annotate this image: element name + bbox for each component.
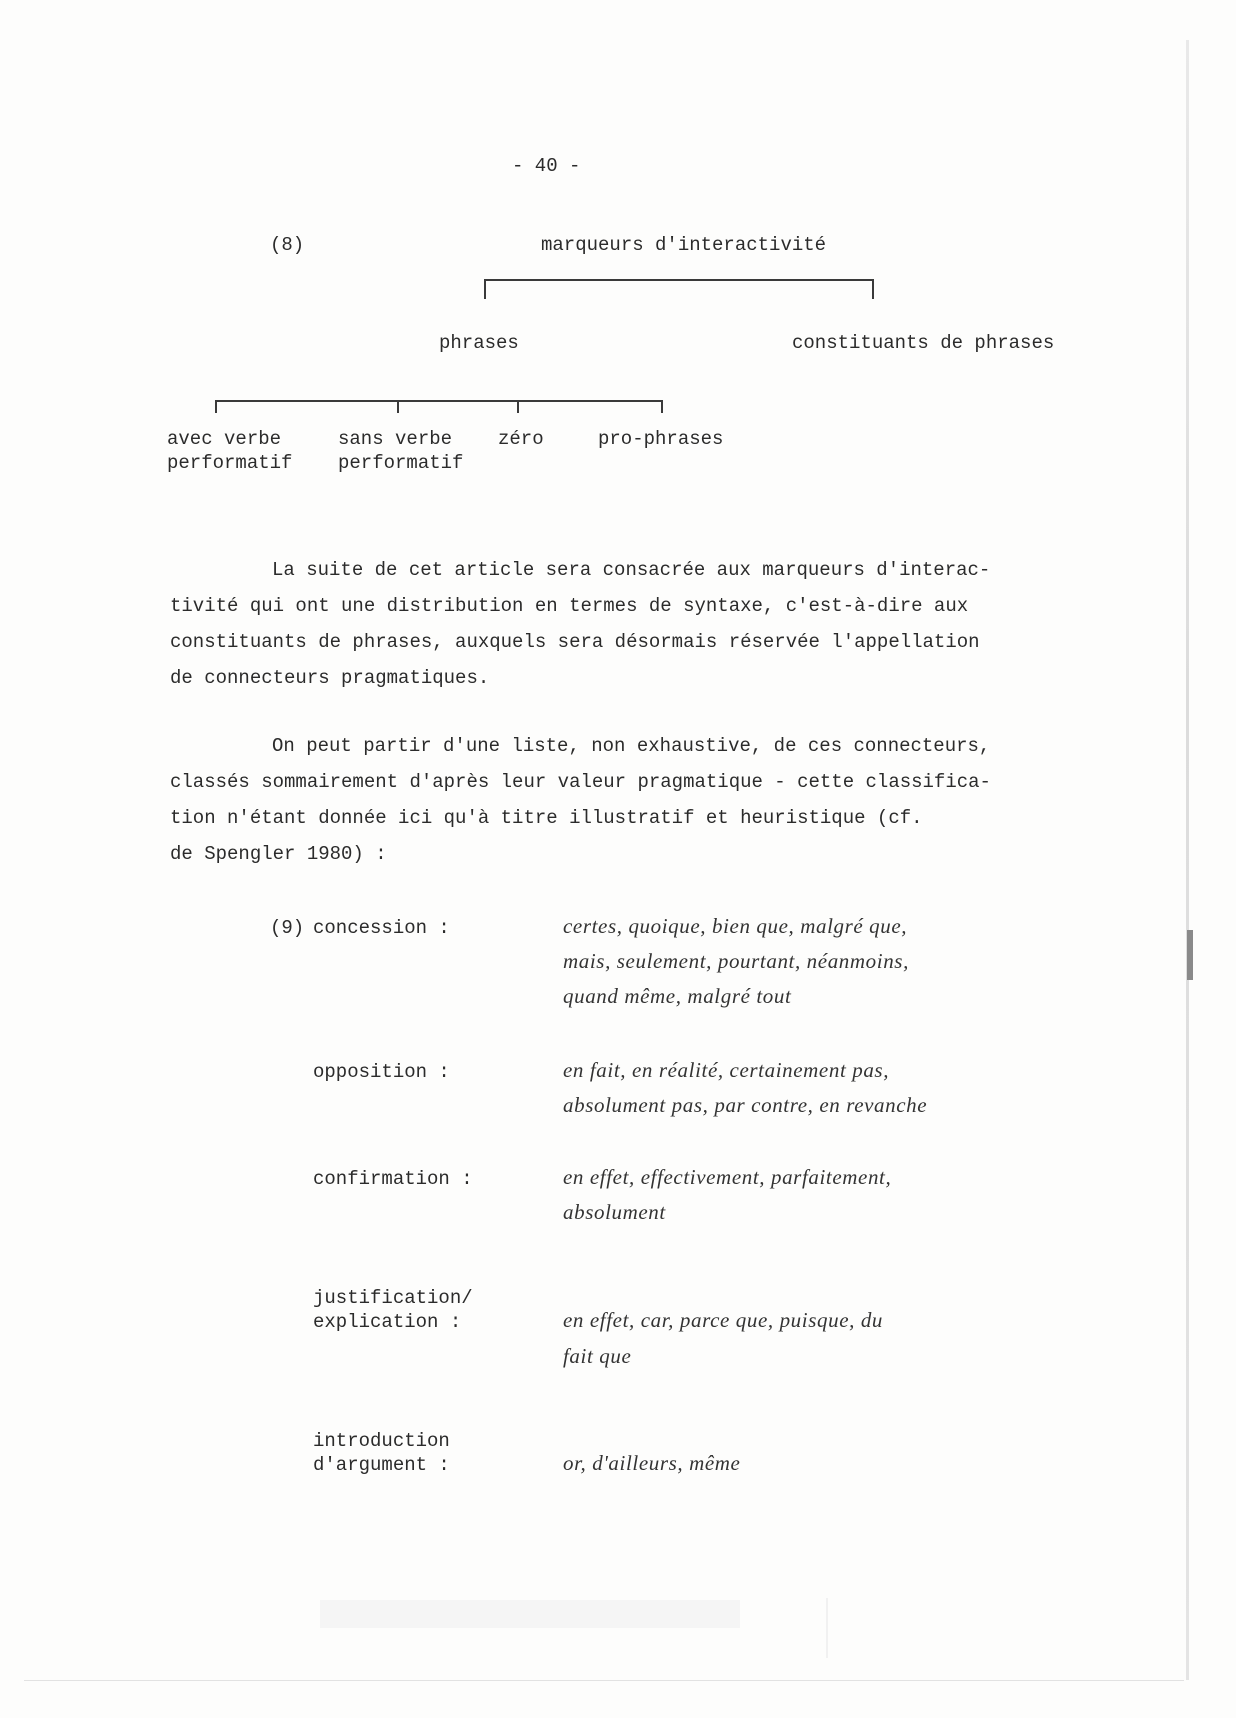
examples-line: certes, quoique, bien que, malgré que, — [563, 914, 908, 938]
leaf-avec-verbe-line2: performatif — [167, 452, 293, 474]
paragraph-line: constituants de phrases, auxquels sera désormais réservée l'appellation — [170, 631, 980, 653]
leaf-pro-phrases: pro-phrases — [598, 428, 724, 450]
sub-bracket-tick-2 — [397, 400, 399, 413]
leaf-sans-verbe-line2: performatif — [338, 452, 464, 474]
category-argument: d'argument : — [313, 1454, 450, 1476]
leaf-sans-verbe: sans verbe — [338, 428, 453, 450]
examples-line: en effet, effectivement, parfaitement, — [563, 1165, 892, 1189]
category-opposition: opposition : — [313, 1061, 450, 1083]
paragraph-1 — [170, 552, 1030, 696]
examples-line: en fait, en réalité, certainement pas, — [563, 1058, 890, 1082]
paragraph-line: de connecteurs pragmatiques. — [170, 667, 490, 689]
paragraph-line: On peut partir d'une liste, non exhaustive, de ces connecteurs, — [272, 735, 991, 757]
examples-line: quand même, malgré tout — [563, 984, 792, 1008]
leaf-zero: zéro — [498, 428, 544, 450]
examples-line: mais, seulement, pourtant, néanmoins, — [563, 949, 909, 973]
scan-edge — [1186, 40, 1189, 1680]
node-constituants: constituants de phrases — [792, 332, 1055, 354]
paragraph-line: tion n'étant donnée ici qu'à titre illustratif et heuristique (cf. — [170, 807, 923, 829]
diagram-label: (8) — [270, 234, 305, 256]
examples-line: absolument pas, par contre, en revanche — [563, 1093, 928, 1117]
faint-bleed-through — [320, 1600, 740, 1628]
category-justification: justification/ — [313, 1287, 473, 1309]
paragraph-line: tivité qui ont une distribution en termes de syntaxe, c'est-à-dire aux — [170, 595, 969, 617]
leaf-avec-verbe: avec verbe — [167, 428, 282, 450]
root-bracket-left-tick — [484, 279, 486, 299]
examples-line: en effet, car, parce que, puisque, du — [563, 1308, 884, 1332]
sub-bracket-tick-1 — [215, 400, 217, 413]
sub-bracket-tick-3 — [517, 400, 519, 413]
diagram-root: marqueurs d'interactivité — [541, 234, 827, 256]
scan-mark — [1187, 930, 1193, 980]
examples-line: fait que — [563, 1344, 632, 1368]
sub-bracket-tick-4 — [661, 400, 663, 413]
category-concession: concession : — [313, 917, 450, 939]
category-introduction: introduction — [313, 1430, 450, 1452]
faint-bleed-line — [826, 1598, 828, 1658]
root-bracket-right-tick — [872, 279, 874, 299]
root-bracket-bar — [484, 279, 874, 281]
list-label: (9) — [270, 917, 305, 939]
sub-bracket-bar — [215, 400, 663, 402]
paragraph-line: classés sommairement d'après leur valeur pragmatique - cette classifica- — [170, 771, 991, 793]
category-confirmation: confirmation : — [313, 1168, 473, 1190]
paragraph-line: de Spengler 1980) : — [170, 843, 387, 865]
paragraph-line: La suite de cet article sera consacrée aux marqueurs d'interac- — [272, 559, 991, 581]
examples-line: or, d'ailleurs, même — [563, 1451, 741, 1475]
page-number: - 40 - — [512, 155, 581, 177]
examples-line: absolument — [563, 1200, 666, 1224]
paragraph-2 — [170, 728, 1030, 872]
scan-bottom-edge — [24, 1680, 1184, 1681]
category-explication: explication : — [313, 1311, 462, 1333]
node-phrases: phrases — [439, 332, 519, 354]
